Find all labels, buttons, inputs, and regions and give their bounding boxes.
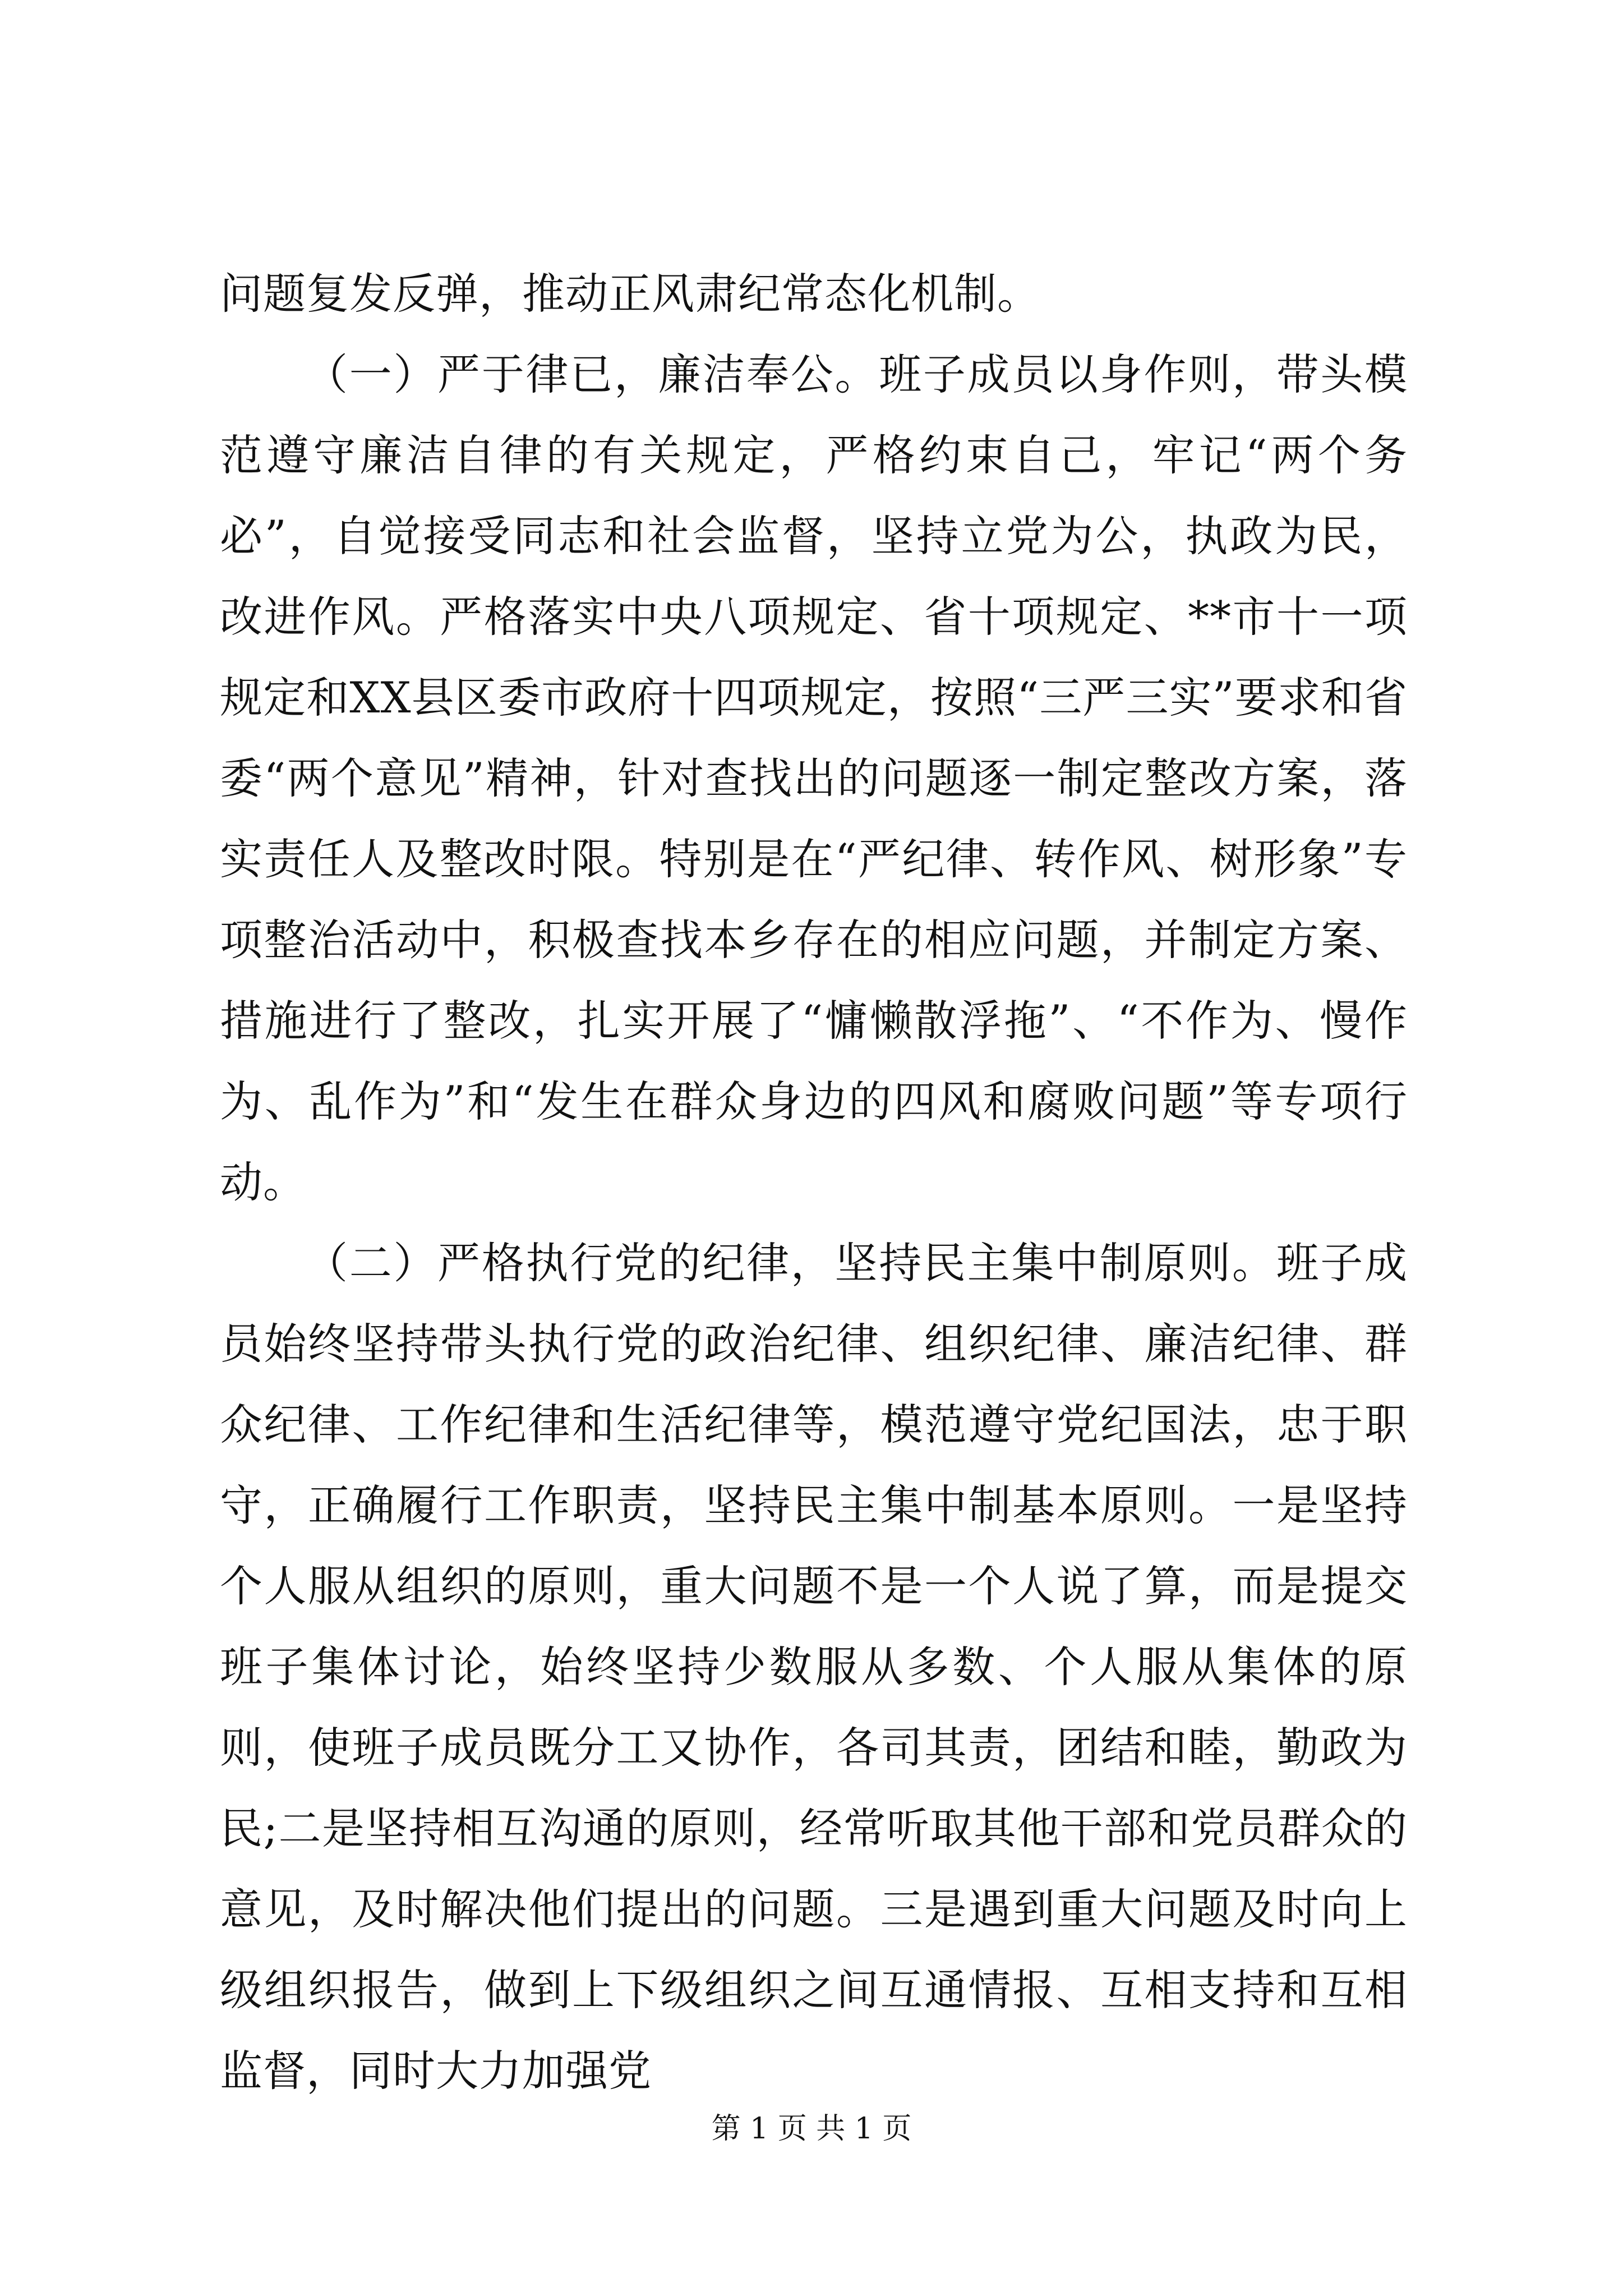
page-footer: 第 1 页 共 1 页: [711, 2112, 912, 2146]
paragraph-section-one: （一）严于律已，廉洁奉公。班子成员以身作则，带头模范遵守廉洁自律的有关规定，严格约束自己，牢记“两个务必”，自觉接受同志和社会监督，坚持立党为公，执政为民，改进作风。严格落实中央八项规定、省十项规定、**市十一项规定和XX县区委市政府十四项规定，按照“三严三实”要求和省委“两个意见”精神，针对查找出的问题逐一制定整改方案，落实责任人及整改时限。特别是在“严纪律、转作风、树形象”专项整治活动中，积极查找本乡存在的相应问题，并制定方案、措施进行了整改，扎实开展了“慵懒散浮拖”、“不作为、慢作为、乱作为”和“发生在群众身边的四风和腐败问题”等专项行动。: [220, 349, 1408, 1207]
document-body: [220, 254, 1408, 2111]
paragraph-section-two: （二）严格执行党的纪律，坚持民主集中制原则。班子成员始终坚持带头执行党的政治纪律、组织纪律、廉洁纪律、群众纪律、工作纪律和生活纪律等，模范遵守党纪国法，忠于职守，正确履行工作职责，坚持民主集中制基本原则。一是坚持个人服从组织的原则，重大问题不是一个人说了算，而是提交班子集体讨论，始终坚持少数服从多数、个人服从集体的原则，使班子成员既分工又协作，各司其责，团结和睦，勤政为民;二是坚持相互沟通的原则，经常听取其他干部和党员群众的意见，及时解决他们提出的问题。三是遇到重大问题及时向上级组织报告，做到上下级组织之间互通情报、互相支持和互相监督，同时大力加强党: [220, 1238, 1408, 2096]
paragraph-continuation: 问题复发反弹，推动正风肃纪常态化机制。: [220, 269, 1040, 319]
